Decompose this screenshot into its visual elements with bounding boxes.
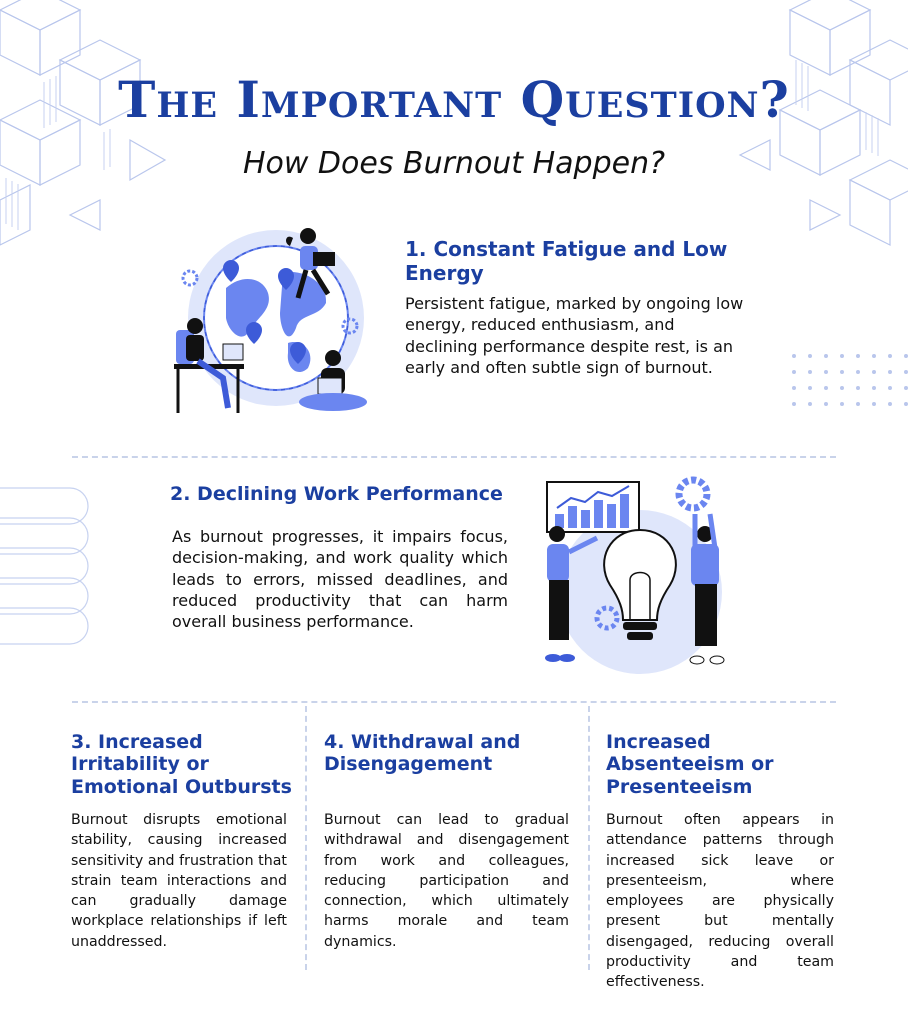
section-4-heading: 4. Withdrawal and Disengagement: [324, 731, 521, 776]
section-1-heading: 1. Constant Fatigue and Low Energy: [405, 237, 728, 285]
corner-pattern-right: [730, 0, 908, 270]
section-2-body: As burnout progresses, it impairs focus, decision-making, and work quality which leads to errors, missed deadlines, and reduced productivity that can harm overall business performance.: [172, 527, 508, 632]
lightbulb-team-illustration: [535, 470, 745, 675]
section-4-body: Burnout can lead to gradual withdrawal and disengagement from work and colleagues, reducing participation and connection, which ultimately harms morale and team dynamics.: [324, 812, 569, 950]
column-divider-1: [305, 706, 307, 970]
divider-1: [72, 456, 836, 458]
column-divider-2: [588, 706, 590, 970]
stacked-arcs-decoration: [0, 486, 95, 646]
divider-2: [72, 701, 836, 703]
section-2-heading: 2. Declining Work Performance: [170, 483, 503, 505]
page-title: The Important Question?: [118, 70, 790, 129]
section-1-body: Persistent fatigue, marked by ongoing low energy, reduced enthusiasm, and declining performance despite rest, is an early and often subtle sign of burnout.: [405, 294, 744, 377]
section-5-body: Burnout often appears in attendance patterns through increased sick leave or presenteeism, where employees are physically present but mentally disengaged, reducing overall productivity and team effectiveness.: [606, 812, 834, 991]
corner-pattern-left: [0, 0, 190, 270]
section-5-heading: Increased Absenteeism or Presenteeism: [606, 731, 774, 798]
dot-grid-decoration: [790, 350, 908, 410]
section-3-body: Burnout disrupts emotional stability, causing increased sensitivity and frustration that strain team interactions and can gradually damage workplace relationships if left unaddressed.: [71, 812, 287, 950]
page-subtitle: How Does Burnout Happen?: [242, 146, 666, 181]
globe-team-illustration: [168, 218, 378, 423]
section-3-heading: 3. Increased Irritability or Emotional Outbursts: [71, 731, 292, 798]
